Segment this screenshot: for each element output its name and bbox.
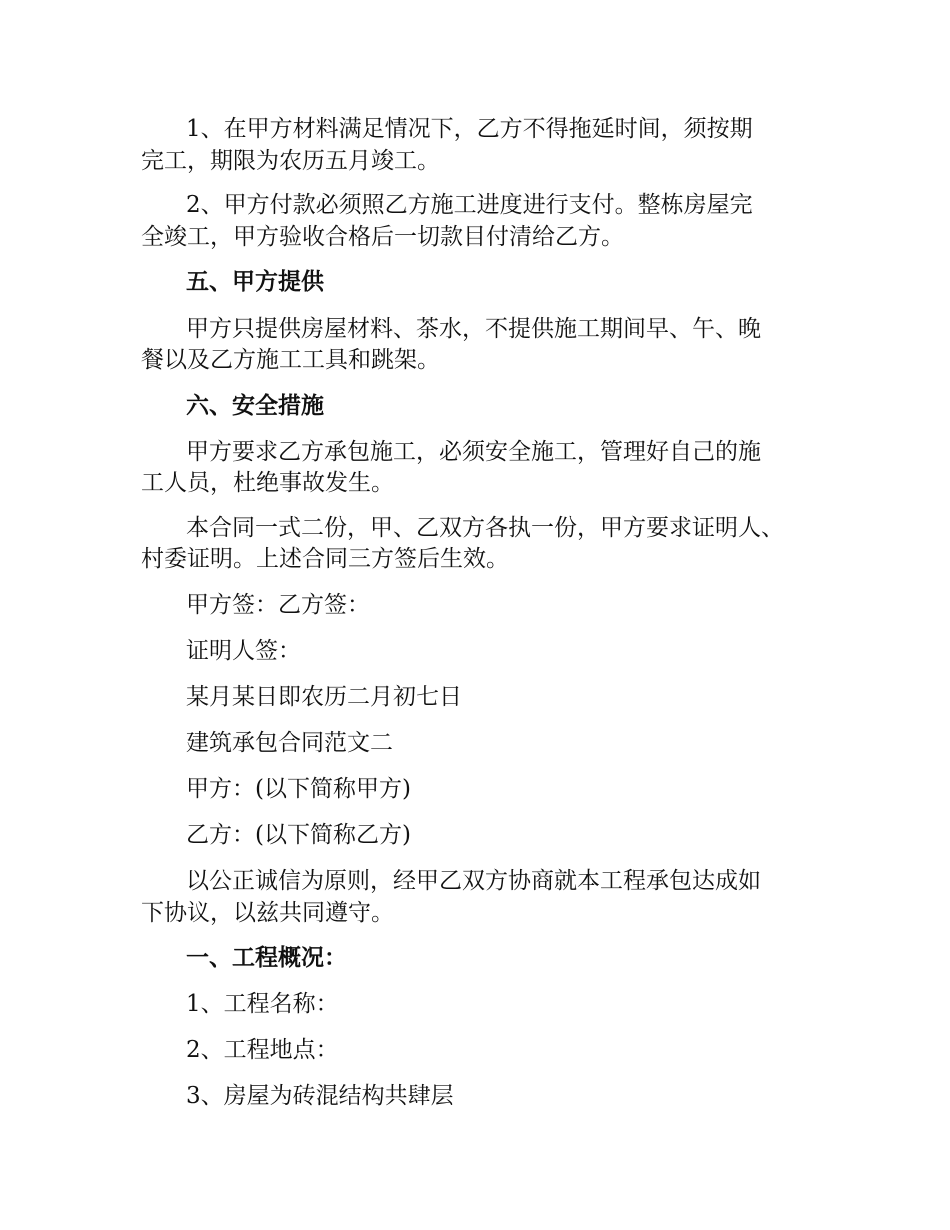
list-item-1: 1、工程名称： (186, 991, 339, 1017)
section-heading-6: 六、安全措施 (186, 393, 324, 419)
paragraph-2-line-2: 全竣工，甲方验收合格后一切款目付清给乙方。 (141, 224, 624, 250)
paragraph-5-line-1: 本合同一式二份，甲、乙双方各执一份，甲方要求证明人、 (186, 515, 784, 541)
paragraph-3-line-2: 餐以及乙方施工工具和跳架。 (141, 347, 440, 373)
list-item-2: 2、工程地点： (186, 1037, 339, 1063)
paragraph-5-line-2: 村委证明。上述合同三方签后生效。 (141, 546, 509, 572)
signature-witness: 证明人签： (186, 638, 301, 664)
paragraph-1-line-2: 完工，期限为农历五月竣工。 (141, 148, 440, 174)
paragraph-6-line-2: 下协议，以兹共同遵守。 (141, 900, 394, 926)
list-item-3: 3、房屋为砖混结构共肆层 (186, 1083, 454, 1109)
paragraph-1-line-1: 1、在甲方材料满足情况下，乙方不得拖延时间，须按期 (186, 116, 753, 142)
paragraph-3-line-1: 甲方只提供房屋材料、茶水，不提供施工期间早、午、晚 (186, 316, 761, 342)
contract-date: 某月某日即农历二月初七日 (186, 684, 462, 710)
party-b-line: 乙方：(以下简称乙方) (186, 822, 411, 848)
signature-parties: 甲方签：乙方签： (186, 592, 370, 618)
paragraph-4-line-1: 甲方要求乙方承包施工，必须安全施工，管理好自己的施 (186, 439, 761, 465)
document-title-2: 建筑承包合同范文二 (186, 730, 393, 756)
section-heading-1: 一、工程概况： (186, 945, 347, 971)
party-a-line: 甲方：(以下简称甲方) (186, 776, 411, 802)
section-heading-5: 五、甲方提供 (186, 269, 324, 295)
paragraph-6-line-1: 以公正诚信为原则，经甲乙双方协商就本工程承包达成如 (186, 868, 761, 894)
paragraph-2-line-1: 2、甲方付款必须照乙方施工进度进行支付。整栋房屋完 (186, 192, 753, 218)
paragraph-4-line-2: 工人员，杜绝事故发生。 (141, 470, 394, 496)
